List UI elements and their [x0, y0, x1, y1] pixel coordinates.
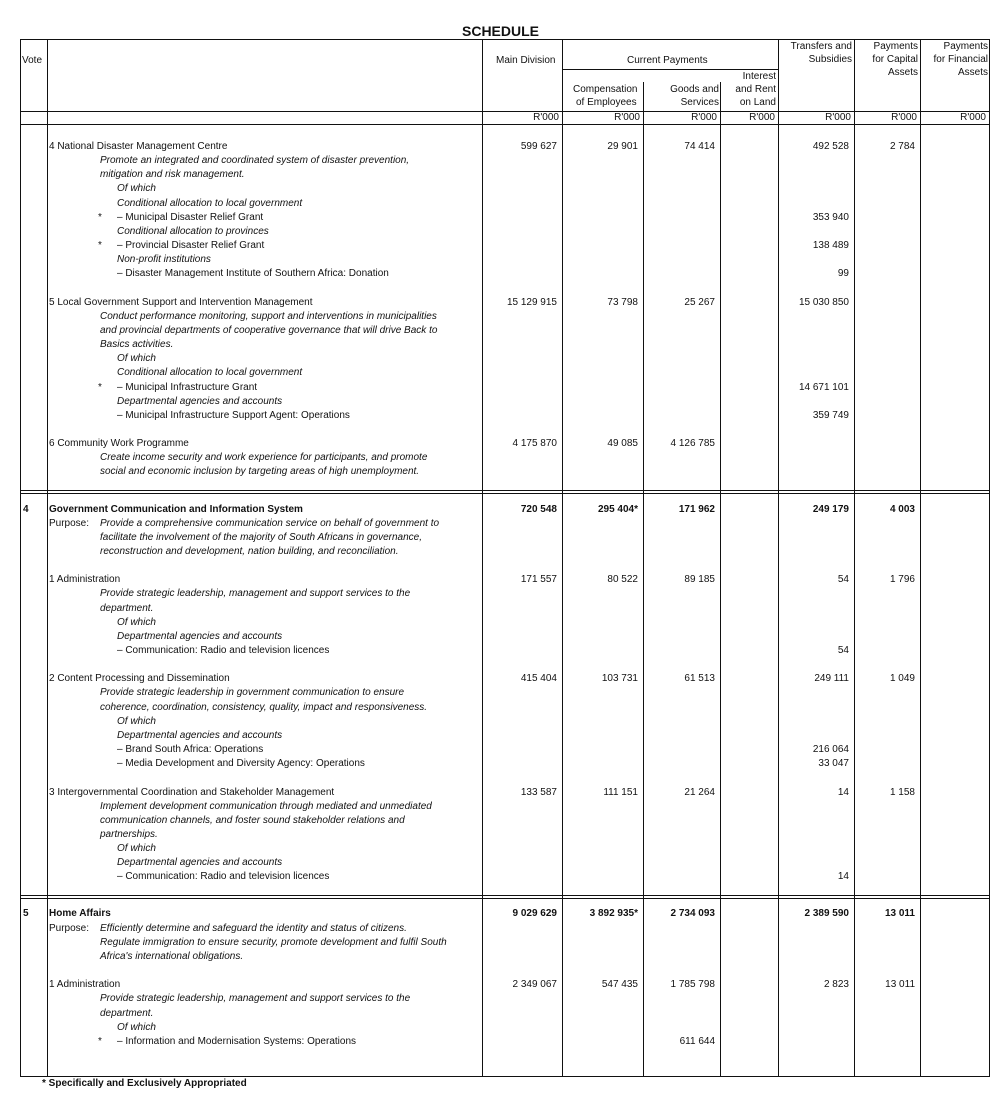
amount-cell: 74 414	[684, 141, 715, 152]
unit-label: R'000	[960, 112, 986, 123]
amount-cell: 4 175 870	[512, 438, 557, 449]
header-compensation-2: of Employees	[576, 97, 637, 108]
header-compensation-1: Compensation	[573, 84, 638, 95]
column-divider	[562, 39, 563, 1076]
line-item-title: 1 Administration	[49, 574, 121, 585]
amount-cell: 611 644	[679, 1036, 715, 1047]
column-divider	[720, 82, 721, 1076]
column-divider	[920, 39, 921, 1076]
amount-cell: 1 785 798	[670, 979, 715, 990]
amount-cell: 415 404	[520, 673, 557, 684]
line-item-description: Of which	[117, 353, 156, 364]
amount-cell: 14	[837, 787, 849, 798]
purpose-label: Purpose:	[49, 518, 90, 529]
unit-label: R'000	[825, 112, 851, 123]
amount-cell: 295 404*	[597, 504, 638, 515]
line-item-sub-entry: – Information and Modernisation Systems: Operations	[117, 1036, 357, 1047]
header-interest-2: and Rent	[735, 84, 776, 95]
amount-cell: 61 513	[684, 673, 715, 684]
table-right-border	[989, 39, 990, 1077]
amount-cell: 14 671 101	[798, 382, 849, 393]
line-item-title: 1 Administration	[49, 979, 121, 990]
footnote: * Specifically and Exclusively Appropriated	[42, 1078, 247, 1089]
amount-cell: 133 587	[520, 787, 557, 798]
amount-cell: 2 823	[823, 979, 849, 990]
line-item-sub-entry: – Municipal Infrastructure Support Agent: Operations	[117, 410, 350, 421]
unit-label: R'000	[749, 112, 775, 123]
header-transfers-1: Transfers and	[790, 41, 852, 52]
unit-label: R'000	[691, 112, 717, 123]
table-left-border	[20, 39, 21, 1076]
amount-cell: 138 489	[812, 240, 849, 251]
line-item-sub-entry: – Municipal Disaster Relief Grant	[117, 212, 264, 223]
section-separator	[20, 898, 989, 899]
unit-label: R'000	[614, 112, 640, 123]
unit-label: R'000	[533, 112, 559, 123]
appropriation-marker: *	[98, 1036, 102, 1047]
header-transfers-2: Subsidies	[808, 54, 852, 65]
line-item-description: coherence, coordination, consistency, quality, impact and responsiveness.	[100, 702, 428, 713]
line-item-description: department.	[100, 1008, 154, 1019]
line-item-description: department.	[100, 603, 154, 614]
units-bottom-line	[20, 124, 989, 125]
appropriation-marker: *	[98, 382, 102, 393]
amount-cell: 249 111	[814, 673, 849, 684]
header-goods-2: Services	[680, 97, 719, 108]
line-item-description: Of which	[117, 843, 156, 854]
amount-cell: 249 179	[812, 504, 849, 515]
amount-cell: 2 784	[889, 141, 915, 152]
amount-cell: 353 940	[812, 212, 849, 223]
line-item-description: Departmental agencies and accounts	[117, 631, 283, 642]
amount-cell: 2 389 590	[804, 908, 849, 919]
line-item-description: Create income security and work experience for participants, and promote	[100, 452, 428, 463]
amount-cell: 1 796	[889, 574, 915, 585]
purpose-label: Purpose:	[49, 923, 90, 934]
amount-cell: 103 731	[601, 673, 638, 684]
header-current-payments: Current Payments	[627, 55, 708, 66]
line-item-sub-entry: – Media Development and Diversity Agency: Operations	[117, 758, 365, 769]
amount-cell: 29 901	[607, 141, 638, 152]
amount-cell: 547 435	[601, 979, 638, 990]
amount-cell: 49 085	[607, 438, 638, 449]
amount-cell: 99	[837, 268, 849, 279]
column-divider	[854, 39, 855, 1076]
amount-cell: 171 962	[678, 504, 715, 515]
column-divider	[778, 39, 779, 1076]
column-divider	[482, 39, 483, 1076]
amount-cell: 4 126 785	[670, 438, 715, 449]
line-item-description: Conduct performance monitoring, support and interventions in municipalities	[100, 311, 437, 322]
line-item-description: Promote an integrated and coordinated system of disaster prevention,	[100, 155, 410, 166]
amount-cell: 89 185	[684, 574, 715, 585]
unit-label: R'000	[891, 112, 917, 123]
line-item-description: Regulate immigration to ensure security, promote development and fulfil South	[100, 937, 447, 948]
header-goods-1: Goods and	[670, 84, 719, 95]
amount-cell: 2 349 067	[512, 979, 557, 990]
header-capital-2: for Capital	[872, 54, 918, 65]
line-item-sub-entry: – Provincial Disaster Relief Grant	[117, 240, 265, 251]
line-item-description: Departmental agencies and accounts	[117, 396, 283, 407]
line-item-title: 6 Community Work Programme	[49, 438, 189, 449]
header-interest-3: on Land	[739, 97, 776, 108]
line-item-description: Provide strategic leadership, management and support services to the	[100, 588, 411, 599]
line-item-title: 2 Content Processing and Dissemination	[49, 673, 230, 684]
amount-cell: 73 798	[607, 297, 638, 308]
amount-cell: 15 129 915	[506, 297, 557, 308]
amount-cell: 15 030 850	[798, 297, 849, 308]
amount-cell: 13 011	[885, 979, 915, 990]
appropriation-marker: *	[98, 212, 102, 223]
amount-cell: 359 749	[812, 410, 849, 421]
line-item-description: Provide strategic leadership, management and support services to the	[100, 993, 411, 1004]
line-item-sub-entry: – Municipal Infrastructure Grant	[117, 382, 258, 393]
line-item-description: mitigation and risk management.	[100, 169, 245, 180]
line-item-sub-entry: – Disaster Management Institute of Southern Africa: Donation	[117, 268, 389, 279]
amount-cell: 14	[837, 871, 849, 882]
page-title: SCHEDULE	[462, 23, 540, 39]
line-item-description: Provide strategic leadership in government communication to ensure	[100, 687, 405, 698]
header-main-division: Main Division	[496, 55, 556, 66]
amount-cell: 25 267	[684, 297, 715, 308]
section-separator	[20, 895, 989, 896]
vote-number: 4	[23, 504, 29, 515]
amount-cell: 33 047	[818, 758, 849, 769]
line-item-description: Basics activities.	[100, 339, 174, 350]
header-capital-1: Payments	[873, 41, 918, 52]
line-item-description: Conditional allocation to local government	[117, 367, 303, 378]
line-item-description: and provincial departments of cooperative governance that will drive Back to	[100, 325, 438, 336]
vote-number: 5	[23, 908, 29, 919]
purpose-text: Provide a comprehensive communication service on behalf of government to	[100, 518, 440, 529]
amount-cell: 111 151	[603, 787, 638, 798]
line-item-description: Departmental agencies and accounts	[117, 730, 283, 741]
amount-cell: 3 892 935*	[589, 908, 638, 919]
line-item-description: Departmental agencies and accounts	[117, 857, 283, 868]
line-item-description: communication channels, and foster sound stakeholder relations and	[100, 815, 405, 826]
line-item-description: Non-profit institutions	[117, 254, 211, 265]
line-item-description: facilitate the involvement of the majority of South Africans in governance,	[100, 532, 423, 543]
amount-cell: 1 158	[889, 787, 915, 798]
amount-cell: 13 011	[884, 908, 915, 919]
header-capital-3: Assets	[887, 67, 918, 78]
vote-column-divider	[47, 39, 48, 1076]
header-financial-2: for Financial	[933, 54, 988, 65]
line-item-sub-entry: – Brand South Africa: Operations	[117, 744, 264, 755]
line-item-description: reconstruction and development, nation building, and reconciliation.	[100, 546, 399, 557]
line-item-description: Africa's international obligations.	[100, 951, 244, 962]
header-interest-1: Interest	[742, 71, 776, 82]
line-item-description: Conditional allocation to provinces	[117, 226, 269, 237]
line-item-description: Conditional allocation to local government	[117, 198, 303, 209]
amount-cell: 21 264	[684, 787, 715, 798]
line-item-description: Of which	[117, 1022, 156, 1033]
amount-cell: 9 029 629	[512, 908, 557, 919]
line-item-sub-entry: – Communication: Radio and television licences	[117, 645, 330, 656]
line-item-description: Of which	[117, 183, 156, 194]
line-item-title: Home Affairs	[49, 908, 111, 919]
section-separator	[20, 493, 989, 494]
amount-cell: 171 557	[520, 574, 557, 585]
amount-cell: 599 627	[520, 141, 557, 152]
line-item-description: social and economic inclusion by targeting areas of high unemployment.	[100, 466, 420, 477]
table-top-border	[20, 39, 989, 40]
amount-cell: 720 548	[520, 504, 557, 515]
header-financial-3: Assets	[957, 67, 988, 78]
section-separator	[20, 490, 989, 491]
header-vote: Vote	[22, 55, 43, 66]
line-item-description: Of which	[117, 617, 156, 628]
amount-cell: 80 522	[607, 574, 638, 585]
amount-cell: 4 003	[889, 504, 915, 515]
amount-cell: 216 064	[812, 744, 849, 755]
line-item-title: 3 Intergovernmental Coordination and Stakeholder Management	[49, 787, 335, 798]
current-payments-underline	[562, 69, 778, 70]
line-item-sub-entry: – Communication: Radio and television licences	[117, 871, 330, 882]
line-item-title: 4 National Disaster Management Centre	[49, 141, 228, 152]
purpose-text: Efficiently determine and safeguard the identity and status of citizens.	[100, 923, 407, 934]
line-item-title: Government Communication and Information System	[49, 504, 303, 515]
amount-cell: 2 734 093	[670, 908, 715, 919]
line-item-title: 5 Local Government Support and Intervention Management	[49, 297, 313, 308]
line-item-description: Implement development communication through mediated and unmediated	[100, 801, 432, 812]
line-item-description: Of which	[117, 716, 156, 727]
amount-cell: 1 049	[889, 673, 915, 684]
table-bottom-border	[20, 1076, 989, 1077]
amount-cell: 492 528	[812, 141, 849, 152]
amount-cell: 54	[837, 574, 849, 585]
appropriation-marker: *	[98, 240, 102, 251]
line-item-description: partnerships.	[100, 829, 158, 840]
header-financial-1: Payments	[943, 41, 988, 52]
amount-cell: 54	[837, 645, 849, 656]
header-bottom-line	[20, 111, 989, 112]
